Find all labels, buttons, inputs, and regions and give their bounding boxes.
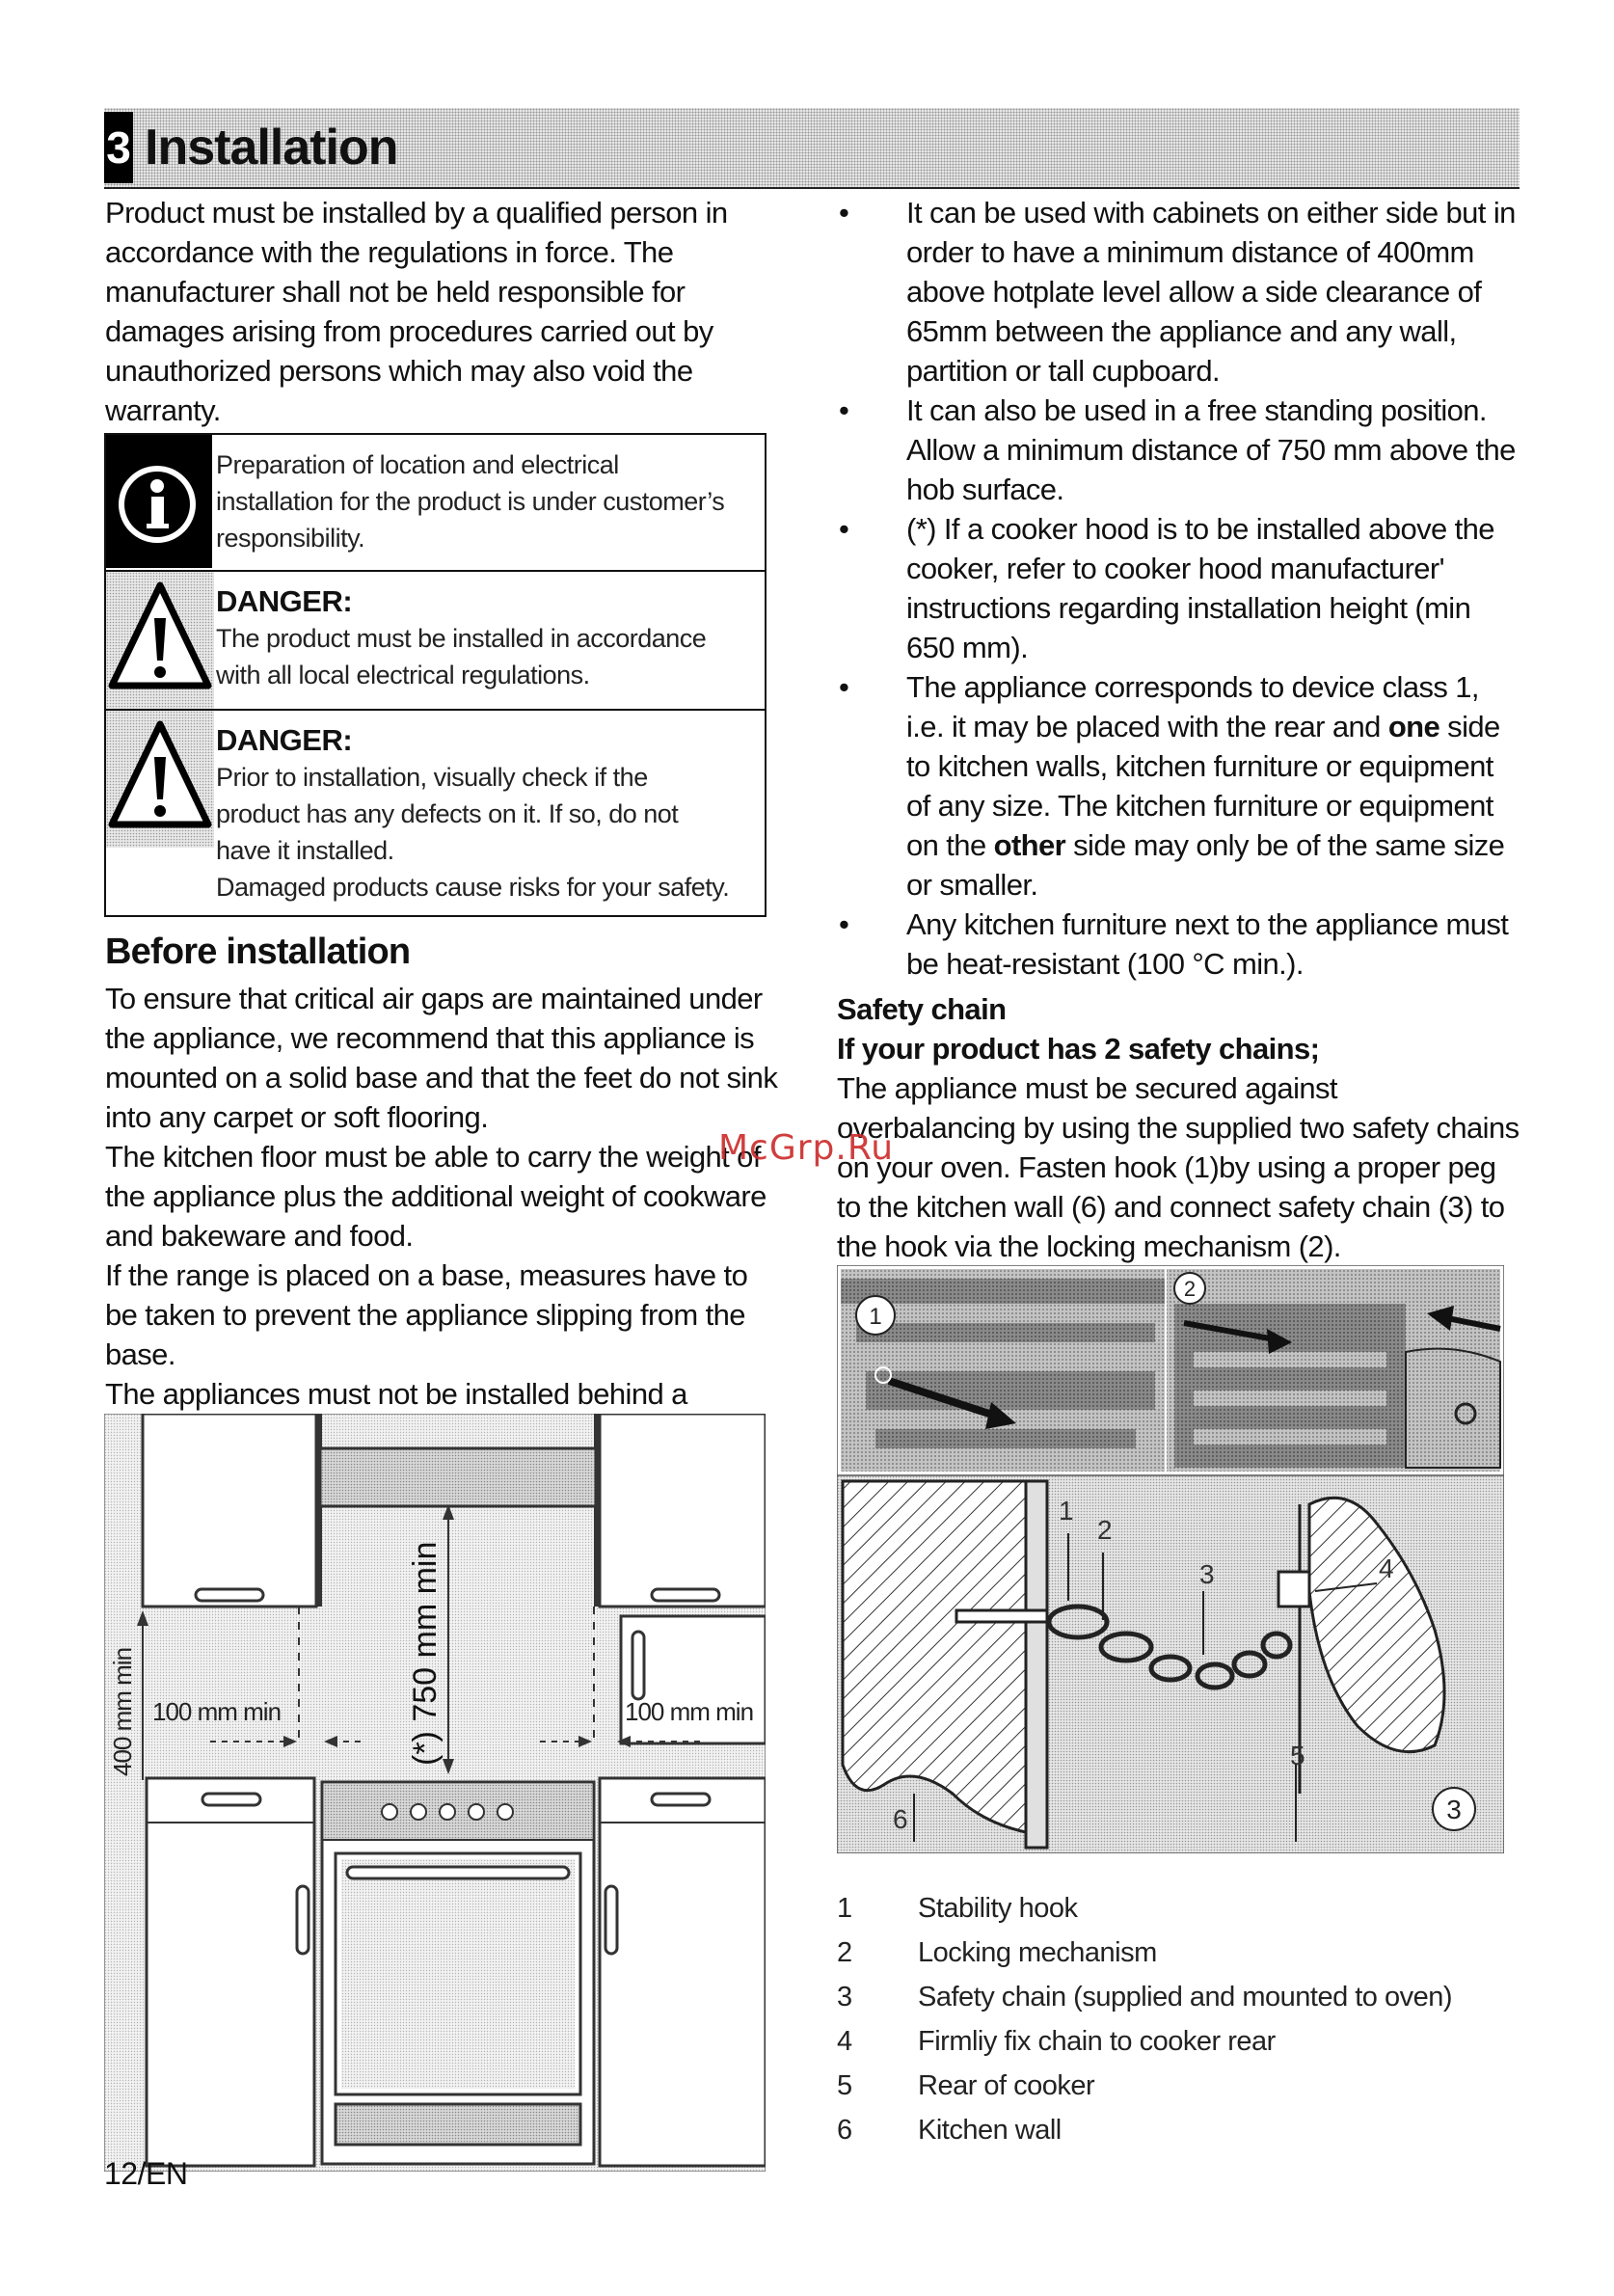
notice-line: installation for the product is under customer’s bbox=[216, 487, 725, 516]
chain-label: 3 bbox=[1199, 1559, 1215, 1589]
notice-heading: DANGER: bbox=[216, 723, 353, 757]
paragraph: If the range is placed on a base, measures have to be taken to prevent the appliance slipping from the base. bbox=[105, 1258, 748, 1371]
danger-notice bbox=[106, 572, 765, 711]
safety-chain-heading: Safety chain bbox=[837, 992, 1007, 1026]
list-item: • It can also be used in a free standing position. Allow a minimum distance of 750 mm above the hob surface. bbox=[839, 393, 1516, 506]
bullet-text: It can be used with cabinets on either side but in order to have a minimum distance of 400mm above hotplate level allow a side clearance of 65mm between the appliance and any wall, partition or tall cupboard. bbox=[906, 196, 1516, 388]
warning-icon bbox=[106, 572, 214, 709]
paragraph: The appliances must not be installed behind a bbox=[105, 1377, 687, 1411]
side-height-label: 400 mm min bbox=[108, 1647, 137, 1776]
figure-number: 3 bbox=[1446, 1795, 1462, 1824]
danger-notice bbox=[106, 711, 765, 915]
legend-item: 3 Safety chain (supplied and mounted to oven) bbox=[837, 1982, 1453, 2012]
watermark: McGrp.Ru bbox=[718, 1128, 895, 1168]
notice-line: Damaged products cause risks for your safety. bbox=[216, 873, 730, 902]
legend-item: 2 Locking mechanism bbox=[837, 1937, 1157, 1968]
chain-label: 1 bbox=[1059, 1496, 1074, 1526]
safety-chain-detail bbox=[837, 1475, 1504, 1853]
section-number: 3 bbox=[104, 112, 133, 183]
notice-line: Preparation of location and electrical bbox=[216, 450, 619, 479]
before-installation-heading: Before installation bbox=[105, 932, 411, 972]
safety-chain-text: The appliance must be secured against overbalancing by using the supplied two safety chains on your oven. Fasten hook (1)by using a proper peg to the kitchen wall (6) and connect safety chain (3) to the hook via the locking mechanism (2). bbox=[837, 1071, 1520, 1263]
hood-height-label: (*) 750 mm min bbox=[407, 1541, 444, 1766]
notice-line: with all local electrical regulations. bbox=[216, 661, 590, 689]
list-item: • Any kitchen furniture next to the appliance must be heat-resistant (100 °C min.). bbox=[839, 907, 1509, 981]
bullet-text: It can also be used in a free standing position. Allow a minimum distance of 750 mm above the hob surface. bbox=[906, 393, 1516, 506]
installation-requirements-list bbox=[837, 193, 1521, 984]
legend-item: 6 Kitchen wall bbox=[837, 2115, 1062, 2146]
notice-line: responsibility. bbox=[216, 524, 365, 553]
notice-line: product has any defects on it. If so, do not bbox=[216, 799, 679, 828]
notice-line: have it installed. bbox=[216, 836, 394, 865]
photo-number: 1 bbox=[869, 1304, 882, 1330]
notice-heading: DANGER: bbox=[216, 584, 353, 618]
safety-chain-photos bbox=[837, 1265, 1504, 1475]
chain-label: 4 bbox=[1379, 1553, 1394, 1583]
before-installation-text bbox=[105, 979, 780, 1453]
photo-number: 2 bbox=[1183, 1277, 1197, 1301]
list-item: • The appliance corresponds to device class 1, i.e. it may be placed with the rear and one side to kitchen walls, kitchen furniture or equipment of any size. The kitchen furniture or equipment on the other side may only be of the same size or smaller. bbox=[839, 670, 1505, 902]
chain-label: 5 bbox=[1290, 1741, 1305, 1770]
left-clearance-label: 100 mm min bbox=[152, 1697, 282, 1726]
chain-label: 6 bbox=[893, 1804, 908, 1834]
paragraph: The kitchen floor must be able to carry the weight of the appliance plus the additional weight of cookware and bakeware and food. bbox=[105, 1140, 767, 1253]
section-title: Installation bbox=[145, 120, 398, 176]
info-icon bbox=[106, 435, 212, 568]
info-notice bbox=[106, 435, 765, 572]
legend-item: 4 Firmliy fix chain to cooker rear bbox=[837, 2026, 1276, 2057]
list-item: • (*) If a cooker hood is to be installed above the cooker, refer to cooker hood manufacturer' instructions regarding installation height (min 650 mm). bbox=[839, 512, 1494, 664]
notice-box bbox=[104, 433, 767, 917]
right-clearance-label: 100 mm min bbox=[625, 1697, 754, 1726]
legend-item: 1 Stability hook bbox=[837, 1893, 1078, 1924]
legend-item: 5 Rear of cooker bbox=[837, 2070, 1095, 2101]
intro-paragraph: Product must be installed by a qualified person in accordance with the regulations in force. The manufacturer shall not be held responsible for damages arising from procedures carried out by unauthorized persons which may also void the warranty. bbox=[105, 196, 728, 427]
warning-icon bbox=[106, 711, 214, 848]
chain-label: 2 bbox=[1097, 1515, 1113, 1545]
paragraph: To ensure that critical air gaps are maintained under the appliance, we recommend that this appliance is mounted on a solid base and that the feet do not sink into any carpet or soft flooring. bbox=[105, 982, 778, 1134]
bullet-text: The appliance corresponds to device class 1, i.e. it may be placed with the rear and one side to kitchen walls, kitchen furniture or equipment of any size. The kitchen furniture or equipment on the other side may only be of the same size or smaller. bbox=[906, 670, 1505, 902]
page-number: 12/EN bbox=[104, 2156, 188, 2191]
notice-line: Prior to installation, visually check if the bbox=[216, 763, 648, 792]
safety-chain-subheading: If your product has 2 safety chains; bbox=[837, 1032, 1320, 1066]
bullet-text: Any kitchen furniture next to the appliance must be heat-resistant (100 °C min.). bbox=[906, 907, 1509, 981]
bullet-text: (*) If a cooker hood is to be installed above the cooker, refer to cooker hood manufacturer' instructions regarding installation height (min 650 mm). bbox=[906, 512, 1494, 664]
list-item: • It can be used with cabinets on either side but in order to have a minimum distance of 400mm above hotplate level allow a side clearance of 65mm between the appliance and any wall, partition or tall cupboard. bbox=[839, 196, 1516, 388]
installation-clearance-diagram bbox=[104, 1414, 766, 2172]
notice-line: The product must be installed in accordance bbox=[216, 624, 707, 653]
